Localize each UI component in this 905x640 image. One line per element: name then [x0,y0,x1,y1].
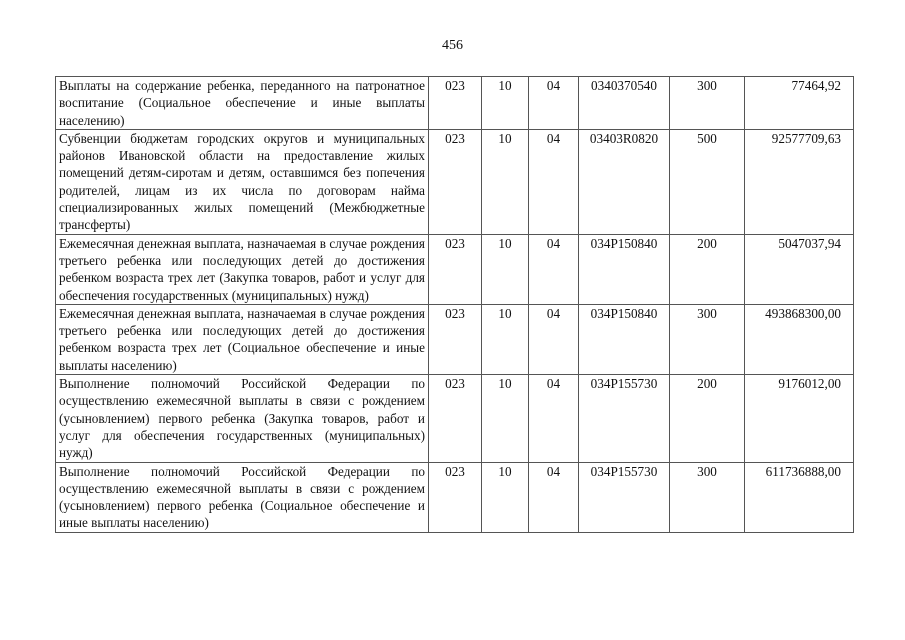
target-article-cell: 034P155730 [579,462,670,532]
ministry-code-cell: 023 [429,234,482,304]
page-number: 456 [442,38,463,53]
ministry-code-cell: 023 [429,462,482,532]
table-row [56,129,854,234]
amount-cell: 9176012,00 [745,375,854,462]
section-code-cell: 10 [482,462,529,532]
description-cell: Выполнение полномочий Российской Федерации по осуществлению ежемесячной выплаты в связи с рождением (усыновлением) первого ребенка (Закупка товаров, работ и услуг для обеспечения государственных (муниципальных) нужд) [56,375,429,462]
description-cell: Выплаты на содержание ребенка, переданного на патронатное воспитание (Социальное обеспечение и иные выплаты населению) [56,77,429,130]
expense-type-cell: 500 [670,129,745,234]
subsection-code-cell: 04 [529,234,579,304]
table-row [56,375,854,462]
description-cell: Ежемесячная денежная выплата, назначаемая в случае рождения третьего ребенка или последующих детей до достижения ребенком возраста трех лет (Социальное обеспечение и иные выплаты населению) [56,304,429,374]
subsection-code-cell: 04 [529,77,579,130]
section-code-cell: 10 [482,234,529,304]
table-row [56,77,854,130]
subsection-code-cell: 04 [529,304,579,374]
target-article-cell: 034P150840 [579,304,670,374]
amount-cell: 77464,92 [745,77,854,130]
target-article-cell: 034P155730 [579,375,670,462]
description-cell: Выполнение полномочий Российской Федерации по осуществлению ежемесячной выплаты в связи с рождением (усыновлением) первого ребенка (Социальное обеспечение и иные выплаты населению) [56,462,429,532]
description-cell: Ежемесячная денежная выплата, назначаемая в случае рождения третьего ребенка или последующих детей до достижения ребенком возраста трех лет (Закупка товаров, работ и услуг для обеспечения государственных (муниципальных) нужд) [56,234,429,304]
table-row [56,234,854,304]
table-row [56,462,854,532]
amount-cell: 5047037,94 [745,234,854,304]
ministry-code-cell: 023 [429,375,482,462]
expense-type-cell: 200 [670,375,745,462]
subsection-code-cell: 04 [529,129,579,234]
description-cell: Субвенции бюджетам городских округов и муниципальных районов Ивановской области на предоставление жилых помещений детям-сиротам и детям, оставшимся без попечения родителей, лицам из их числа по договорам найма специализированных жилых помещений (Межбюджетные трансферты) [56,129,429,234]
ministry-code-cell: 023 [429,129,482,234]
target-article-cell: 0340370540 [579,77,670,130]
expense-type-cell: 200 [670,234,745,304]
section-code-cell: 10 [482,129,529,234]
section-code-cell: 10 [482,77,529,130]
amount-cell: 92577709,63 [745,129,854,234]
section-code-cell: 10 [482,304,529,374]
budget-table [55,76,854,533]
section-code-cell: 10 [482,375,529,462]
target-article-cell: 03403R0820 [579,129,670,234]
table-row [56,304,854,374]
subsection-code-cell: 04 [529,462,579,532]
amount-cell: 493868300,00 [745,304,854,374]
target-article-cell: 034P150840 [579,234,670,304]
amount-cell: 611736888,00 [745,462,854,532]
expense-type-cell: 300 [670,462,745,532]
subsection-code-cell: 04 [529,375,579,462]
ministry-code-cell: 023 [429,77,482,130]
expense-type-cell: 300 [670,77,745,130]
expense-type-cell: 300 [670,304,745,374]
ministry-code-cell: 023 [429,304,482,374]
